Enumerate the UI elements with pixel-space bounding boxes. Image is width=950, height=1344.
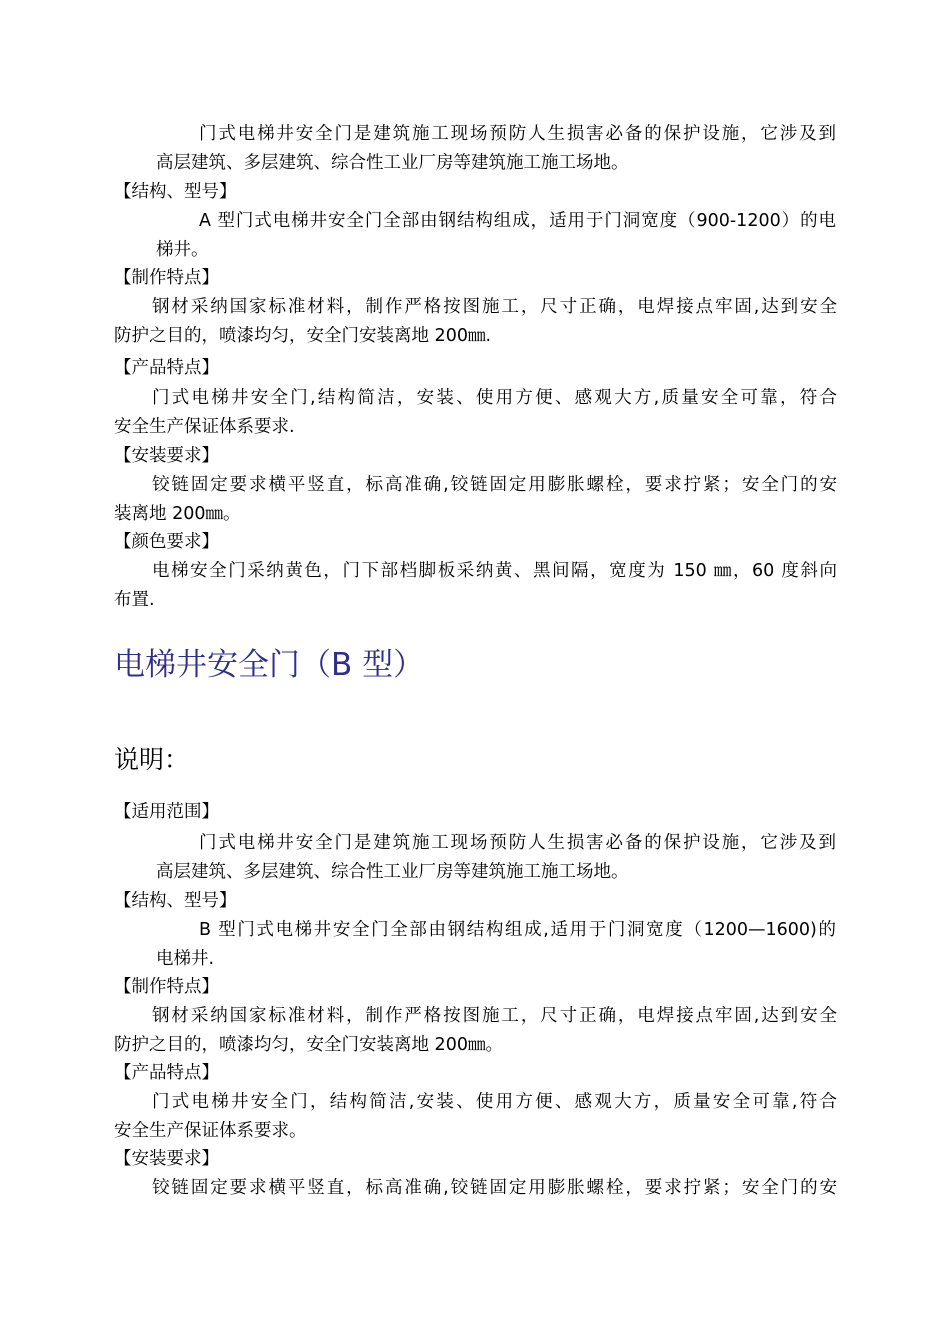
b-structure-heading: 【结构、型号】 xyxy=(114,891,237,911)
a-structure-heading: 【结构、型号】 xyxy=(114,182,237,202)
b-intro-line-2: 高层建筑、多层建筑、综合性工业厂房等建筑施工施工场地。 xyxy=(156,862,629,882)
a-install-line-1: 铰链固定要求横平竖直，标高准确,铰链固定用膨胀螺栓，要求拧紧；安全门的安 xyxy=(152,475,837,495)
b-product-heading: 【产品特点】 xyxy=(114,1063,219,1083)
a-intro-line-1: 门式电梯井安全门是建筑施工现场预防人生损害必备的保护设施，它涉及到 xyxy=(199,124,836,144)
b-intro-line-1: 门式电梯井安全门是建筑施工现场预防人生损害必备的保护设施，它涉及到 xyxy=(199,833,836,853)
a-product-heading: 【产品特点】 xyxy=(114,358,219,378)
a-install-heading: 【安装要求】 xyxy=(114,446,219,466)
b-scope-heading: 【适用范围】 xyxy=(114,802,219,822)
b-product-line-2: 安全生产保证体系要求。 xyxy=(114,1121,307,1141)
b-install-heading: 【安装要求】 xyxy=(114,1149,219,1169)
a-structure-line-2: 梯井。 xyxy=(156,240,209,260)
a-structure-line-1: A 型门式电梯井安全门全部由钢结构组成，适用于门洞宽度（900-1200）的电 xyxy=(199,211,836,231)
a-making-heading: 【制作特点】 xyxy=(114,268,219,288)
a-install-line-2: 装离地 200㎜。 xyxy=(114,504,241,524)
section-b-subtitle: 说明： xyxy=(114,745,190,774)
b-making-line-2: 防护之目的，喷漆均匀，安全门安装离地 200㎜。 xyxy=(114,1035,503,1055)
section-b-title: 电梯井安全门（B 型） xyxy=(114,647,425,683)
b-making-line-1: 钢材采纳国家标准材料，制作严格按图施工，尺寸正确，电焊接点牢固,达到安全 xyxy=(152,1006,837,1026)
b-structure-line-1: B 型门式电梯井安全门全部由钢结构组成,适用于门洞宽度（1200—1600)的 xyxy=(199,920,836,940)
b-making-heading: 【制作特点】 xyxy=(114,977,219,997)
a-color-heading: 【颜色要求】 xyxy=(114,532,219,552)
a-product-line-2: 安全生产保证体系要求. xyxy=(114,417,295,437)
a-color-line-1: 电梯安全门采纳黄色，门下部档脚板采纳黄、黑间隔，宽度为 150 ㎜，60 度斜向 xyxy=(152,561,837,581)
a-product-line-1: 门式电梯井安全门,结构简洁，安装、使用方便、感观大方,质量安全可靠，符合 xyxy=(152,388,837,408)
b-structure-line-2: 电梯井. xyxy=(156,949,215,969)
b-product-line-1: 门式电梯井安全门，结构简洁,安装、使用方便、感观大方，质量安全可靠,符合 xyxy=(152,1092,837,1112)
a-color-line-2: 布置. xyxy=(114,590,155,610)
b-install-line-1: 铰链固定要求横平竖直，标高准确,铰链固定用膨胀螺栓，要求拧紧；安全门的安 xyxy=(152,1178,837,1198)
a-intro-line-2: 高层建筑、多层建筑、综合性工业厂房等建筑施工施工场地。 xyxy=(156,153,629,173)
a-making-line-2: 防护之目的，喷漆均匀，安全门安装离地 200㎜. xyxy=(114,326,492,346)
a-making-line-1: 钢材采纳国家标准材料，制作严格按图施工，尺寸正确，电焊接点牢固,达到安全 xyxy=(152,297,837,317)
